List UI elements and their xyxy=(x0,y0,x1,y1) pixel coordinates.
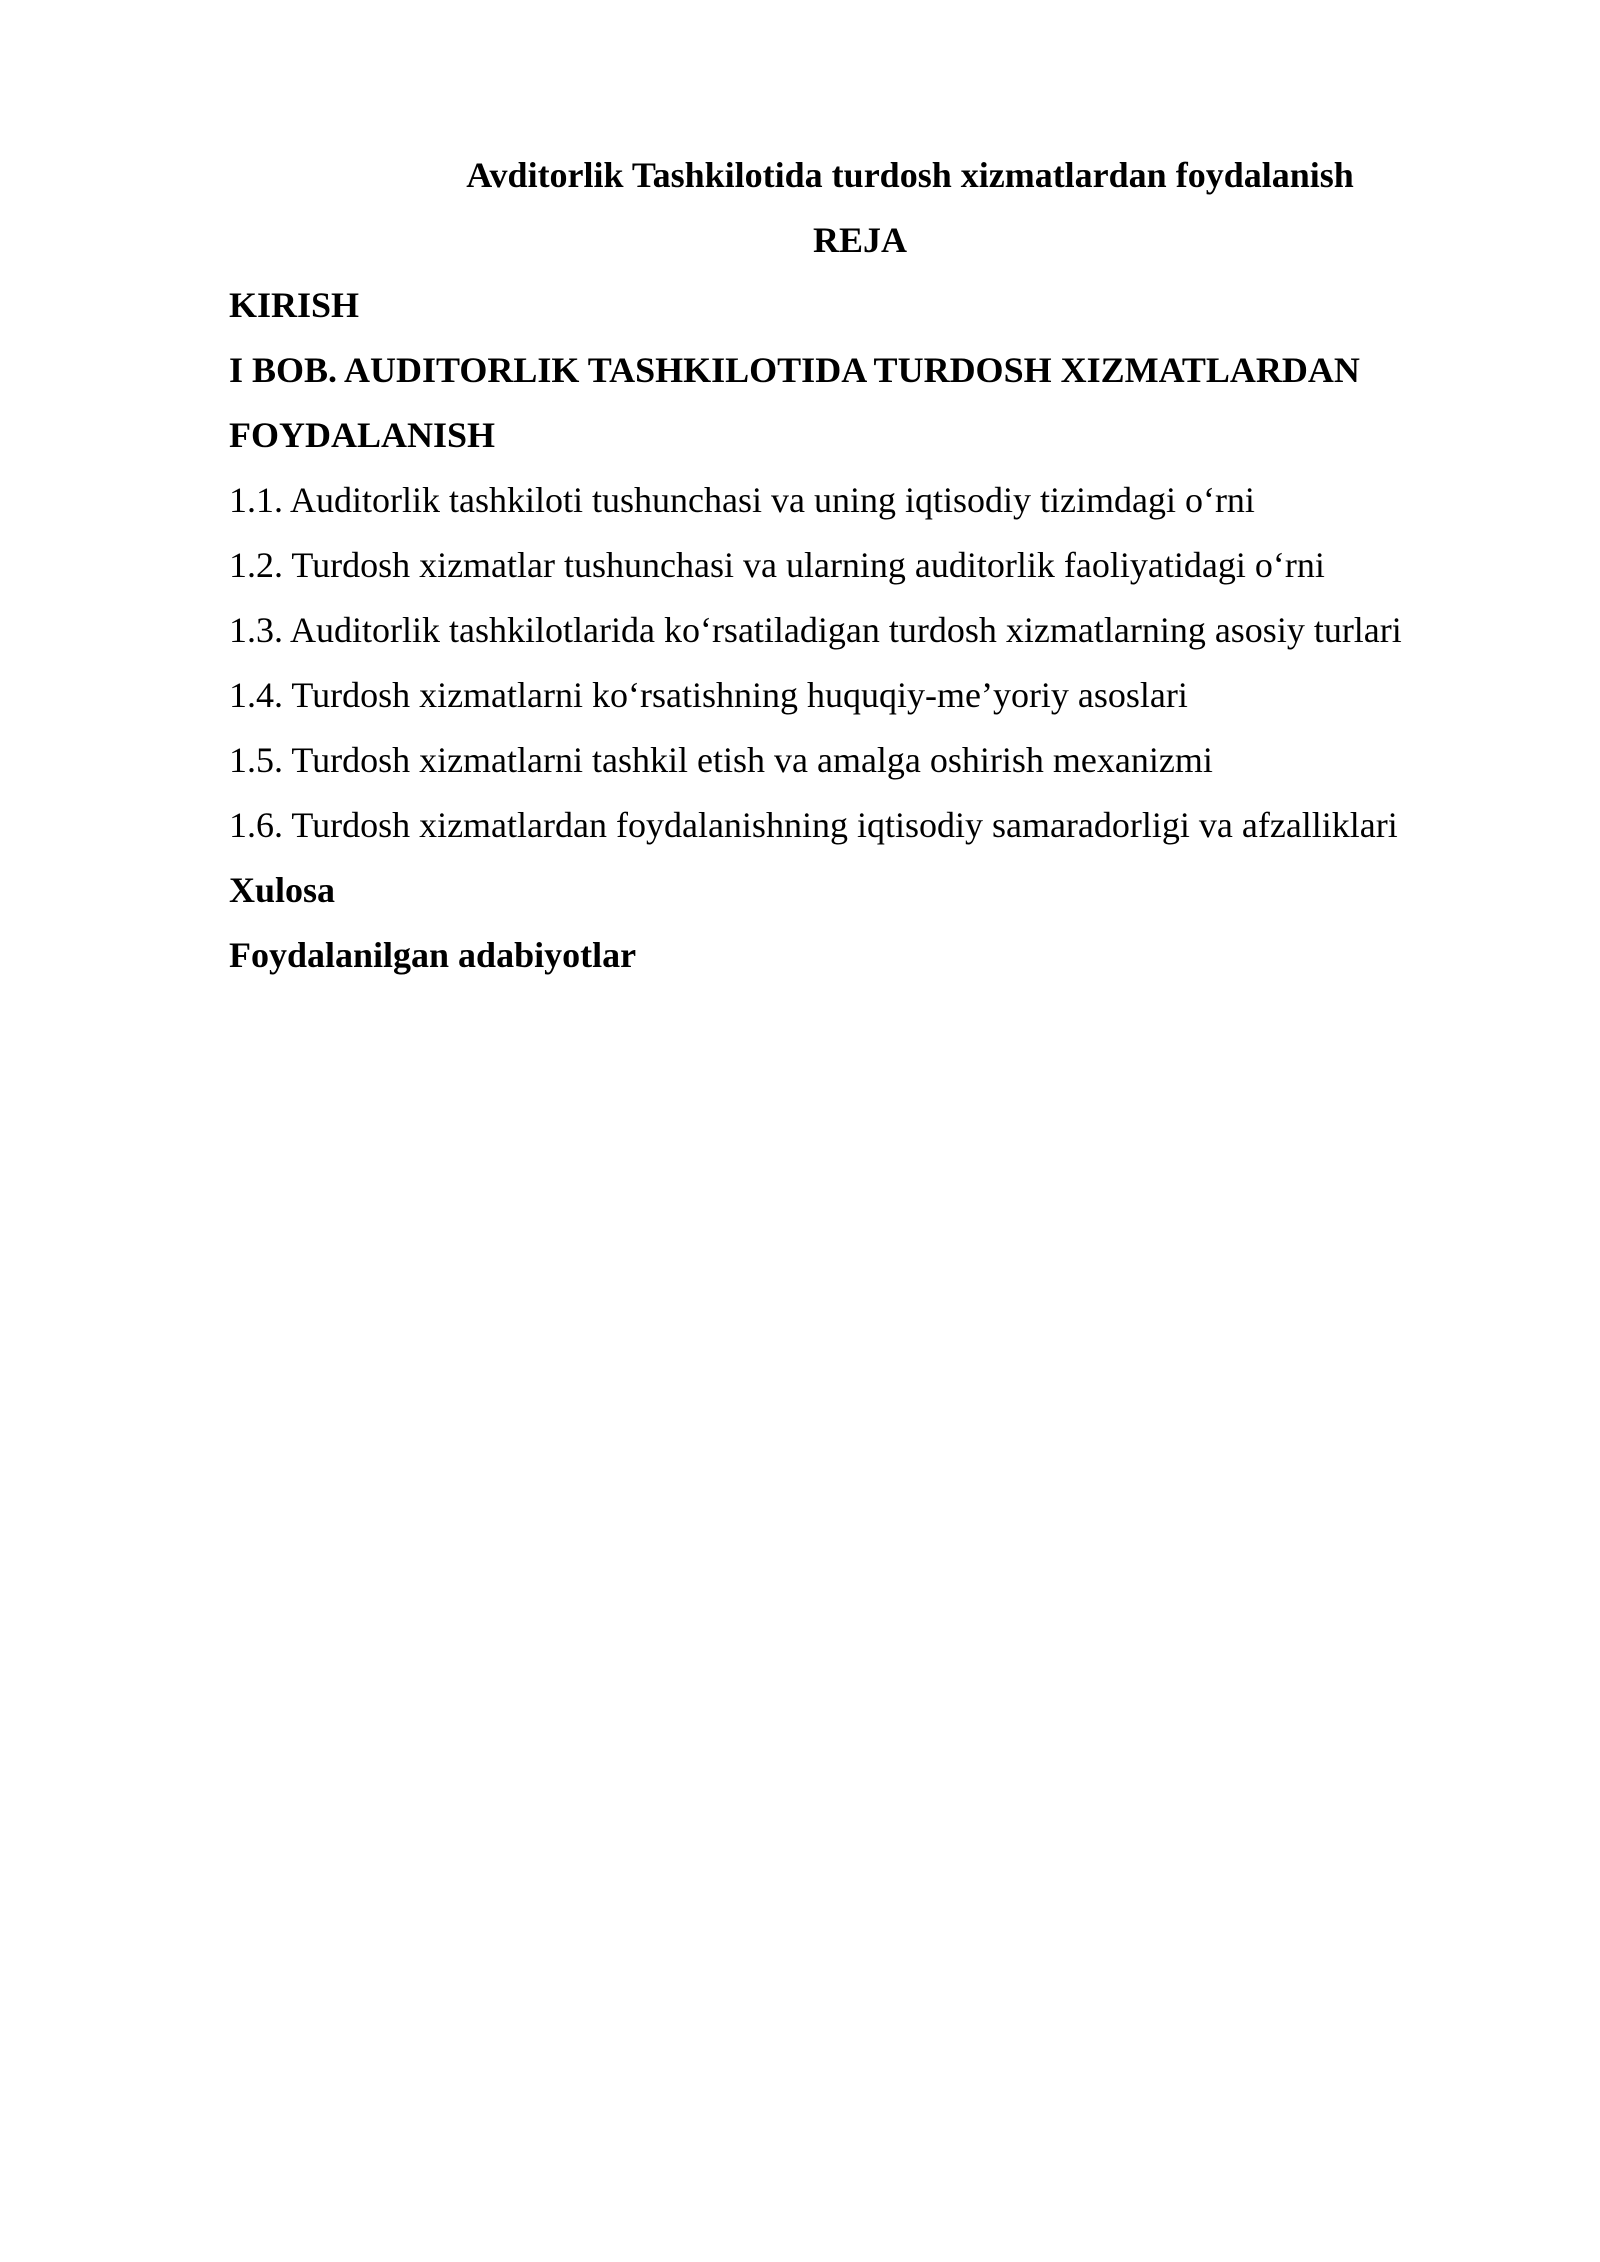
chapter-heading-line2: FOYDALANISH xyxy=(229,415,496,455)
chapter-heading-line1: I BOB. AUDITORLIK TASHKILOTIDA TURDOSH XIZMATLARDAN xyxy=(229,350,1360,390)
references-heading: Foydalanilgan adabiyotlar xyxy=(229,935,637,975)
section-item: 1.2. Turdosh xizmatlar tushunchasi va ularning auditorlik faoliyatidagi o‘rni xyxy=(229,545,1325,585)
section-item: 1.5. Turdosh xizmatlarni tashkil etish va amalga oshirish mexanizmi xyxy=(229,740,1213,780)
plan-heading: REJA xyxy=(812,220,907,260)
section-item: 1.4. Turdosh xizmatlarni ko‘rsatishning huquqiy-me’yoriy asoslari xyxy=(229,675,1188,715)
conclusion-heading: Xulosa xyxy=(229,870,336,910)
intro-heading: KIRISH xyxy=(229,285,360,325)
section-item: 1.1. Auditorlik tashkiloti tushunchasi va uning iqtisodiy tizimdagi o‘rni xyxy=(229,480,1255,520)
section-item: 1.3. Auditorlik tashkilotlarida ko‘rsatiladigan turdosh xizmatlarning asosiy turlari xyxy=(229,610,1402,650)
section-item: 1.6. Turdosh xizmatlardan foydalanishning iqtisodiy samaradorligi va afzalliklari xyxy=(229,805,1398,845)
document-title: Avditorlik Tashkilotida turdosh xizmatlardan foydalanish xyxy=(466,155,1354,195)
